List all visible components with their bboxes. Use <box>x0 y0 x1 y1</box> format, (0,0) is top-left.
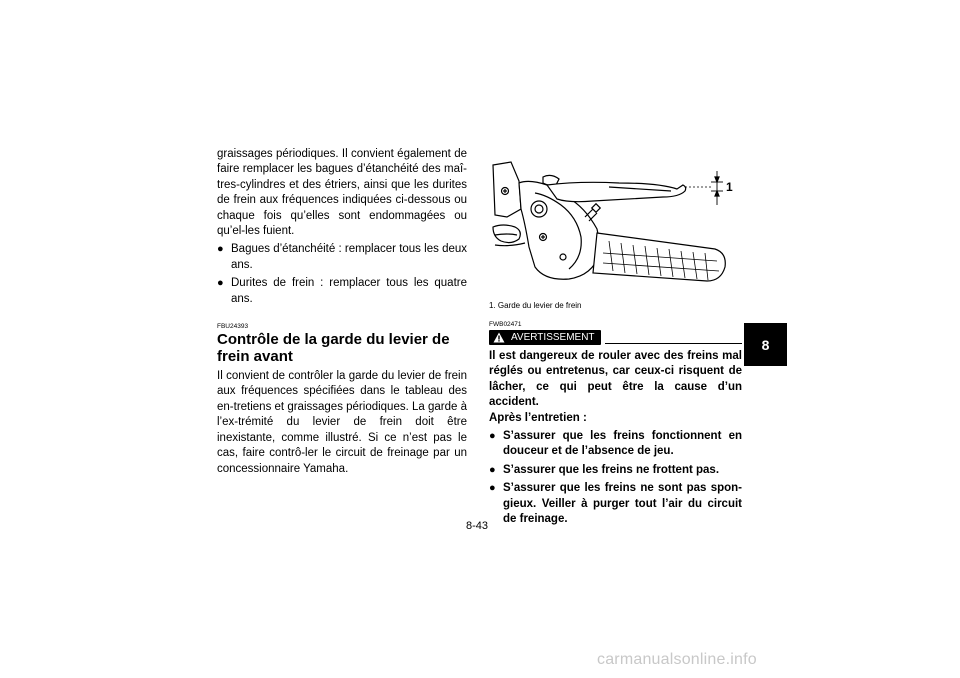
bullet-icon: ● <box>489 482 496 495</box>
brake-lever-illustration <box>489 157 742 293</box>
page-number: 8-43 <box>466 520 489 532</box>
bullet-text: Bagues d’étanchéité : remplacer tous les deux ans. <box>231 243 467 271</box>
warning-triangle-icon <box>493 332 505 343</box>
warning-text: Il est dangereux de rouler avec des freins mal réglés ou entretenus, car ceux-ci risquent de lâcher, ce qui peut être la cause d’un accident. <box>489 350 742 409</box>
chapter-tab: 8 <box>744 323 787 366</box>
list-item <box>489 429 742 460</box>
bullet-icon: ● <box>217 243 224 256</box>
brake-lever-drawing <box>489 157 742 293</box>
bullet-text: S’assurer que les freins fonctionnent en douceur et de l’absence de jeu. <box>503 430 742 458</box>
list-item <box>217 276 467 307</box>
intro-paragraph: graissages périodiques. Il convient également de faire remplacer les bagues d’étanchéité des maî-tres-cylindres et des étriers, ainsi que les durites de frein aux fréquences indiquées ci-dessous ou chaque fois qu’elles sont endommagées ou qu’el-les fuient. <box>217 148 467 238</box>
warning-badge <box>489 330 601 345</box>
body-paragraph: Il convient de contrôler la garde du levier de frein aux fréquences spécifiées dans le tableau des en-tretiens et graissages périodiques. La garde à l’ex-trémité du levier de frein doit être inexistante, comme illustré. Si ce n’est pas le cas, faire contrô-ler le circuit de freinage par un concessionnaire Yamaha. <box>217 370 467 475</box>
list-item <box>489 481 742 527</box>
left-column <box>217 147 467 477</box>
after-service-label: Après l’entretien : <box>489 411 587 424</box>
figure-callout: 1 <box>726 180 733 194</box>
bullet-text: Durites de frein : remplacer tous les quatre ans. <box>231 277 467 305</box>
watermark: carmanualsonline.info <box>597 651 757 668</box>
warning-label: AVERTISSEMENT <box>511 332 595 343</box>
warning-code: FWB02471 <box>489 321 522 328</box>
right-column <box>489 157 742 527</box>
bullet-icon: ● <box>217 277 224 290</box>
figure-caption: 1. Garde du levier de frein <box>489 301 582 310</box>
list-item <box>217 242 467 273</box>
bullet-icon: ● <box>489 463 496 476</box>
section-code: FBU24393 <box>217 323 249 331</box>
section-heading: Contrôle de la garde du levier de frein avant <box>217 331 450 366</box>
warning-header <box>489 330 742 345</box>
bullet-icon: ● <box>489 430 496 443</box>
bullet-text: S’assurer que les freins ne frottent pas. <box>503 463 720 476</box>
bullet-text: S’assurer que les freins ne sont pas spon-gieux. Veiller à purger tout l’air du circuit de freinage. <box>503 482 742 526</box>
list-item <box>489 463 742 478</box>
warning-rule <box>605 343 742 344</box>
